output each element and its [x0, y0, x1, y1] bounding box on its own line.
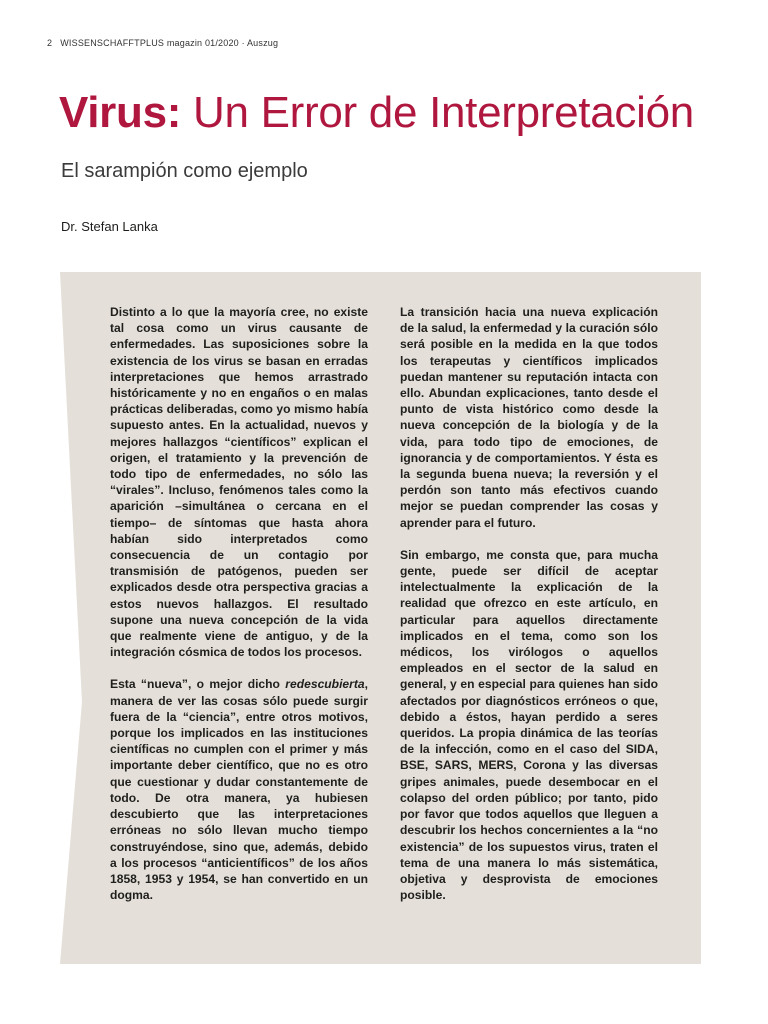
title-keyword: Virus:: [59, 88, 182, 137]
paragraph-4: Sin embargo, me consta que, para mucha gente, puede ser difícil de aceptar intelectualmente la explicación de la realidad que ofrezco en este artículo, en particular para aquellos directamente implicados en el tema, como son los médicos, los virólogos o aquellos empleados en el sector de la salud en general, y en especial para quienes han sido afectados por diagnósticos erróneos o que, debido a éstos, hayan perdido a seres queridos. La propia dinámica de las teorías de la infección, como en el caso del SIDA, BSE, SARS, MERS, Corona y las diversas gripes animales, puede desembocar en el colapso del orden público; por tanto, pido por favor que todos aquellos que lleguen a descubrir los hechos concernientes a la “no existencia” de los supuestos virus, traten el tema de una manera lo más sistemática, objetiva y desprovista de emociones posible.: [400, 547, 658, 903]
page-number: 2: [47, 38, 53, 48]
paragraph-2-emphasis: redescubierta: [285, 677, 365, 692]
paragraph-1: Distinto a lo que la mayoría cree, no existe tal cosa como un virus causante de enfermedades. Las suposiciones sobre la existencia de los virus se basan en erradas interpretaciones que hemos arrastrado históricamente y no en engaños o en malas prácticas deliberadas, como yo mismo había supuesto antes. En la actualidad, nuevos y mejores hallazgos “científicos” explican el origen, el tratamiento y la prevención de todo tipo de enfermedades, no sólo las “virales”. Incluso, fenómenos tales como la aparición –simultánea o cercana en el tiempo– de síntomas que hasta ahora habían sido interpretados como consecuencia de un contagio por transmisión de patógenos, pueden ser explicados desde otra perspectiva gracias a estos nuevos hallazgos. El resultado supone una nueva concepción de la vida que realmente viene de antiguo, y de la integración cósmica de todos los procesos.: [110, 305, 368, 660]
paragraph-2-start: Esta “nueva”, o mejor dicho: [110, 677, 286, 692]
article-subtitle: El sarampión como ejemplo: [61, 160, 308, 182]
paragraph-3: La transición hacia una nueva explicación de la salud, la enfermedad y la curación sólo será posible en la medida en la que todos los terapeutas y científicos implicados puedan mantener su reputación intacta con ello. Abundan explicaciones, tanto desde el punto de vista histórico como desde la nueva concepción de la biología y de la vida, para todo tipo de emociones, de ignorancia y de comportamientos. Y ésta es la segunda buena nueva; la reversión y el perdón son tanto más efectivos cuando mejor se puedan comprender las cosas y aprender para el futuro.: [400, 305, 658, 530]
article-title: [59, 88, 694, 138]
paragraph-2: [110, 676, 368, 903]
column-right: [400, 304, 658, 919]
column-left: [110, 304, 368, 919]
publication-line: WISSENSCHAFFTPLUS magazin 01/2020 · Auszug: [60, 38, 279, 48]
article-author: Dr. Stefan Lanka: [61, 219, 158, 234]
running-header: [47, 38, 278, 48]
title-rest: Un Error de Interpretación: [181, 88, 694, 137]
paragraph-2-end: , manera de ver las cosas sólo puede surgir fuera de la “ciencia”, entre otros motivos, porque los implicados en las instituciones científicas no cumplen con el primer y más importante deber científico, que no es otro que cuestionar y dudar constantemente de todo. De otra manera, ya hubiesen descubierto que las interpretaciones erróneas no sólo llevan mucho tiempo construyéndose, sino que, además, debido a los procesos “anticientíficos” de los años 1858, 1953 y 1954, se han convertido en un dogma.: [110, 677, 368, 903]
